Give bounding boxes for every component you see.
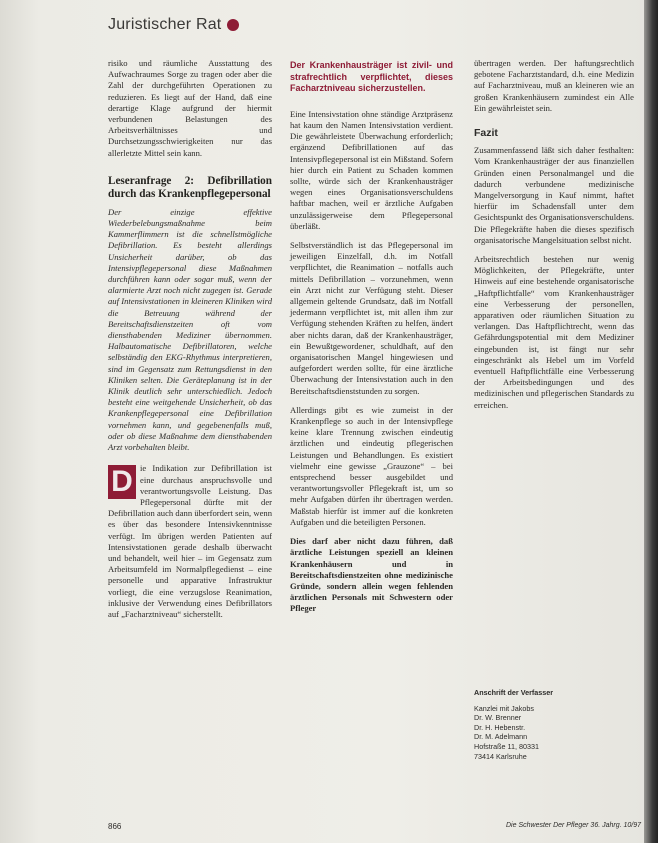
address-line: 73414 Karlsruhe bbox=[474, 751, 527, 761]
address-line: Kanzlei mit Jakobs bbox=[474, 703, 534, 713]
fazit-heading: Fazit bbox=[474, 127, 498, 140]
paragraph: übertragen werden. Der haftungsrechtlich gebotene Facharztstandard, d.h. eine Medizin auf Facharztniveau, muß an kleineren wie an großen Krankenhäusern zumindest ein Alle Ein gewährleistet sein. bbox=[474, 58, 634, 113]
paragraph: Allerdings gibt es wie zumeist in der Krankenpflege so auch in der Intensivpflege keine klare Trennung zwischen eindeutig ärztlichen und eindeutig pflegerischen Leistungen und Behandlungen. Es existiert vielmehr eine gewisse „Grauzone“ – bei entsprechend besser ausgebildet und verantwortungsvoller Pflegekraft ist, um so mehr Aufgaben dürfen ihr übertragen werden. Maßstab hierfür ist immer auf die konkreten Aufgaben und die beteiligten Personen. bbox=[290, 404, 453, 527]
paragraph: Eine Intensivstation ohne ständige Arztpräsenz hat kaum den Namen Intensivstation verdient. Die gewährleistete Überwachung erforderlich; ergänzend Defibrillationen auf das Intensivpflegepersonal ist ein Mißstand. Sofern hier durch ein Patient zu Schaden kommen sollte, würde sich der Krankenhausträger wegen eines Organisationsverschuldens haftbar machen, weil er ärztliche Aufgaben unzulässigerweise dem Pflegepersonal überläßt. bbox=[290, 108, 454, 231]
page-header bbox=[108, 14, 239, 36]
reader-question: Der einzige effektive Wiederbelebungsmaßnahme beim Kammerflimmern ist die schnellstmögliche Defibrillation. Es besteht allerdings Unsicherheit darüber, ob das Intensivpflegepersonal diese Maßnahmen durchführen kann oder sogar muß, wenn der alarmierte Arzt noch nicht zugegen ist. Gerade auf Intensivstationen in kleineren Kliniken wird die Betreuung während der Bereitschaftsdienstzeiten oft vom diensthabenden Mediziner übernommen. Halbautomatische Defibrillatoren, welche selbständig den EKG-Rhythmus interpretieren, sind im Gegensatz zum Rettungsdienst in den Kliniken selten. Die Geräteplanung ist in der Klinik deutlich sehr unterschiedlich. Jedoch besteht eine weitgehende Unsicherheit, ob das Krankenpflegepersonal eine Defibrillation vornehmen kann, und gegebenenfalls muß, oder ob diese Maßnahme dem diensthabenden Arzt vorbehalten bleibt. bbox=[108, 206, 272, 453]
address-line: Dr. M. Adelmann bbox=[474, 732, 528, 742]
author-address bbox=[474, 688, 624, 761]
pull-quote: Der Krankenhausträger ist zivil- und strafrechtlich verpflichtet, dieses Facharztniveau sicherzustellen. bbox=[290, 60, 453, 94]
dropcap: D bbox=[108, 465, 136, 499]
page-number: 866 bbox=[108, 822, 122, 831]
address-line: Hofstraße 11, 80331 bbox=[474, 741, 539, 751]
paragraph: Dies darf aber nicht dazu führen, daß ärztliche Leistungen speziell an kleinen Krankenhäusern und in Bereitschaftsdienstzeiten ohne medizinische Gründe, sondern allein wegen fehlenden ärztlichen Personals mit Schwestern oder Pfleger bbox=[290, 536, 453, 614]
book-spine-shadow bbox=[644, 0, 658, 843]
journal-footer: Die Schwester Der Pfleger 36. Jahrg. 10/97 bbox=[506, 822, 642, 829]
address-title: Anschrift der Verfasser bbox=[474, 688, 554, 697]
address-line: Dr. H. Hebenstr. bbox=[474, 722, 526, 732]
column-2 bbox=[290, 58, 453, 623]
section-heading: Leseranfrage 2: Defibrillation durch das Krankenpflegepersonal bbox=[108, 174, 272, 200]
paragraph: Arbeitsrechtlich bestehen nur wenig Möglichkeiten, der Pflegekräfte, unter Hinweis auf eine bestehende organisatorische „Haftpflichtfalle“ vom Krankenhausträger eine Verbesserung der personellen, apparativen oder räumlichen Situation zu verlangen. Das Haftpflichtrecht, wenn das Gefährdungspotential mit dem Mediziner eingebunden ist, ist fängt nur sehr eingeschränkt als Hebel um im Vorfeld eventuell Haftpflichtfälle eine Verbesserung der Arbeitsbedingungen und des medizinischen und pflegerischen Standards zu erreichen. bbox=[474, 254, 634, 410]
column-1 bbox=[108, 58, 272, 620]
paragraph: risiko und räumliche Ausstattung des Aufwachraumes Sorge zu tragen oder aber die Zahl der durchgeführten Operationen zu reduzieren. Es liegt auf der Hand, daß eine derartige Klage aufgrund der hiermit verbundenen Belastungen des Arbeitsverhältnisses und Durchsetzungsschwierigkeiten nur das allerletzte Mittel sein kann. bbox=[108, 58, 272, 158]
section-title: Juristischer Rat bbox=[108, 16, 222, 33]
paragraph: Selbstverständlich ist das Pflegepersonal im jeweiligen Einzelfall, d.h. im Notfall verpflichtet, die Reanimation – notfalls auch mittels Defibrillation – vorzunehmen, wenn ein Arzt nicht zur Verfügung steht. Dieser allgemein geltende Grundsatz, daß im Notfall jedermann verpflichtet ist, mit allen ihm zur Verfügung stehenden Kräften zu helfen, ändert aber nichts daran, daß der Krankenhausträger, ein Bewußtgewordener, schuldhaft, auf den organisatorischen Mangel hingewiesen und aufgefordert werden sollte, für eine ärztliche Überwachung der Intensivstation auch in den Bereitschaftsdienststunden zu sorgen. bbox=[290, 240, 453, 396]
paragraph: Zusammenfassend läßt sich daher festhalten: Vom Krankenhausträger der aus finanziellen Gründen einen Personalmangel und die dadurch verbundene medizinische Mangelversorgung in Kauf nimmt, haftet hierfür im Schadensfall unter dem Gesichtspunkt des Organisationsverschuldens. Die Pflegekräfte haben die dieses spezifisch organisatorische Mangelsituation selbst nicht. bbox=[474, 145, 634, 245]
address-line: Dr. W. Brenner bbox=[474, 713, 522, 723]
column-3 bbox=[474, 58, 634, 419]
section-dot-icon bbox=[227, 19, 239, 31]
answer-paragraph: ie Indikation zur Defibrillation ist eine durchaus anspruchsvolle und verantwortungsvolle Leistung. Das Pflegepersonal dürfte mit der Defibrillation auch dann überfordert sein, wenn es über das besondere Intensivkenntnisse verfügt. Im übrigen werden Patienten auf Intensivstationen gerade deshalb überwacht und behandelt, weil hier – im Gegensatz zum Arbeitsumfeld im Normalpflegedienst – eine personelle und apparative Infrastruktur vorliegt, die eine verzugslose Reanimation, inklusive der Verwendung eines Defibrillators auf „Facharztniveau“ sicherstellt. bbox=[108, 463, 272, 619]
